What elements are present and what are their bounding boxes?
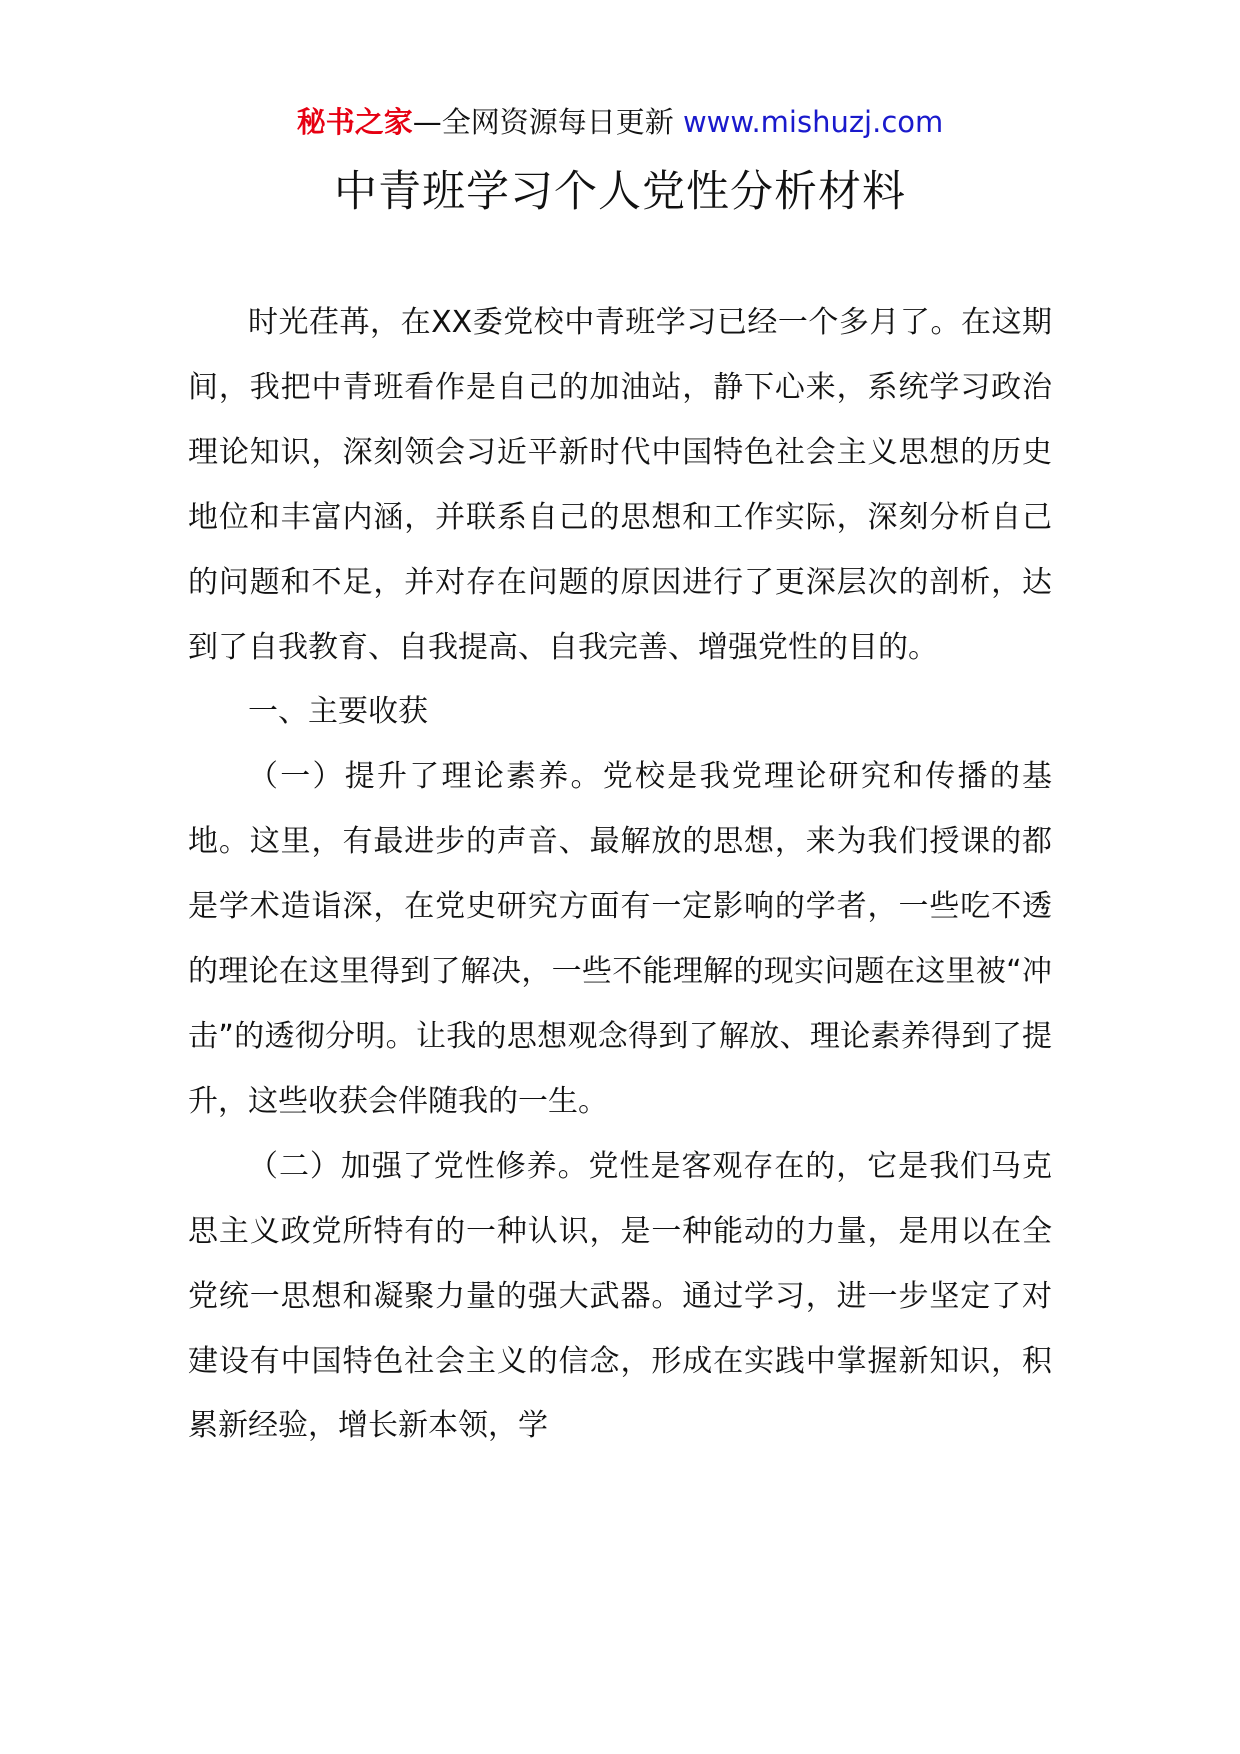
header-brand: 秘书之家 — [296, 105, 413, 139]
document-title: 中青班学习个人党性分析材料 — [334, 167, 906, 217]
document-body — [188, 291, 1052, 1459]
intro-paragraph: 时光荏苒，在XX委党校中青班学习已经一个多月了。在这期间，我把中青班看作是自己的加油站，静下心来，系统学习政治理论知识，深刻领会习近平新时代中国特色社会主义思想的历史地位和丰富内涵，并联系自己的思想和工作实际，深刻分析自己的问题和不足，并对存在问题的原因进行了更深层次的剖析，达到了自我教育、自我提高、自我完善、增强党性的目的。 — [188, 305, 1052, 665]
paragraph-party-spirit: （二）加强了党性修养。党性是客观存在的，它是我们马克思主义政党所特有的一种认识，是一种能动的力量，是用以在全党统一思想和凝聚力量的强大武器。通过学习，进一步坚定了对建设有中国特色社会主义的信念，形成在实践中掌握新知识，积累新经验，增长新本领，学 — [188, 1148, 1052, 1444]
section-heading-main-gains: 一、主要收获 — [248, 694, 428, 730]
paragraph-theory: （一）提升了理论素养。党校是我党理论研究和传播的基地。这里，有最进步的声音、最解放的思想，来为我们授课的都是学术造诣深，在党史研究方面有一定影响的学者，一些吃不透的理论在这里得到了解决，一些不能理解的现实问题在这里被“冲击”的透彻分明。让我的思想观念得到了解放、理论素养得到了提升，这些收获会伴随我的一生。 — [188, 759, 1052, 1119]
header-tagline: —全网资源每日更新 — [412, 105, 683, 139]
header-url-link[interactable]: www.mishuzj.com — [682, 105, 944, 139]
header-banner — [0, 100, 1240, 144]
